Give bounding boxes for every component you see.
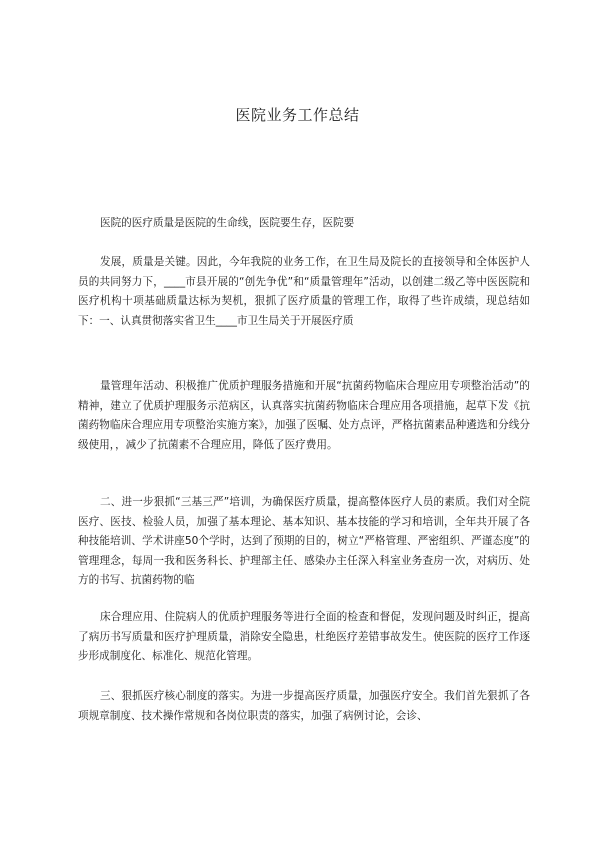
paragraph-training: 二、进一步狠抓“三基三严”培训，为确保医疗质量，提高整体医疗人员的素质。我们对全院医疗、医技、检验人员，加强了基本理论、基本知识、基本技能的学习和培训，全年共开展了各种技能培训、学术讲座50个学时，达到了预期的目的，树立“严格管理、严密组织、严谨态度”的管理理念，每周一我和医务科长、护理部主任、感染办主任深入科室业务查房一次，对病历、处方的书写、抗菌药物的临 xyxy=(78,496,530,586)
paragraph-summary-2: 量管理年活动、积极推广优质护理服务措施和开展“抗菌药物临床合理应用专项整治活动”的精神，建立了优质护理服务示范病区，认真落实抗菌药物临床合理应用各项措施，起草下发《抗菌药物临床合理应用专项整治实施方案》，加强了医嘱、处方点评，严格抗菌素品种遴选和分线分级使用，，减少了抗菌素不合理应用，降低了医疗费用。 xyxy=(78,380,530,451)
document-title: 医院业务工作总结 xyxy=(235,106,360,124)
paragraph-summary-1: 发展，质量是关键。因此，今年我院的业务工作，在卫生局及院长的直接领导和全体医护人员的共同努力下，____市县开展的“创先争优”和“质量管理年”活动，以创建二级乙等中医医院和医疗机构十项基础质量达标为契机，狠抓了医疗质量的管理工作，取得了些许成绩，现总结如下：一、认真贯彻落实省卫生____市卫生局关于开展医疗质 xyxy=(78,256,530,327)
paragraph-inspection: 床合理应用、住院病人的优质护理服务等进行全面的检查和督促，发现问题及时纠正，提高了病历书写质量和医疗护理质量，消除安全隐患，杜绝医疗差错事故发生。使医院的医疗工作逐步形成制度化、标准化、规范化管理。 xyxy=(78,611,530,662)
paragraph-intro: 医院的医疗质量是医院的生命线，医院要生存，医院要 xyxy=(100,217,355,229)
paragraph-core-systems: 三、狠抓医疗核心制度的落实。为进一步提高医疗质量，加强医疗安全。我们首先狠抓了各项规章制度、技术操作常规和各岗位职责的落实，加强了病例讨论，会诊、 xyxy=(78,690,530,722)
